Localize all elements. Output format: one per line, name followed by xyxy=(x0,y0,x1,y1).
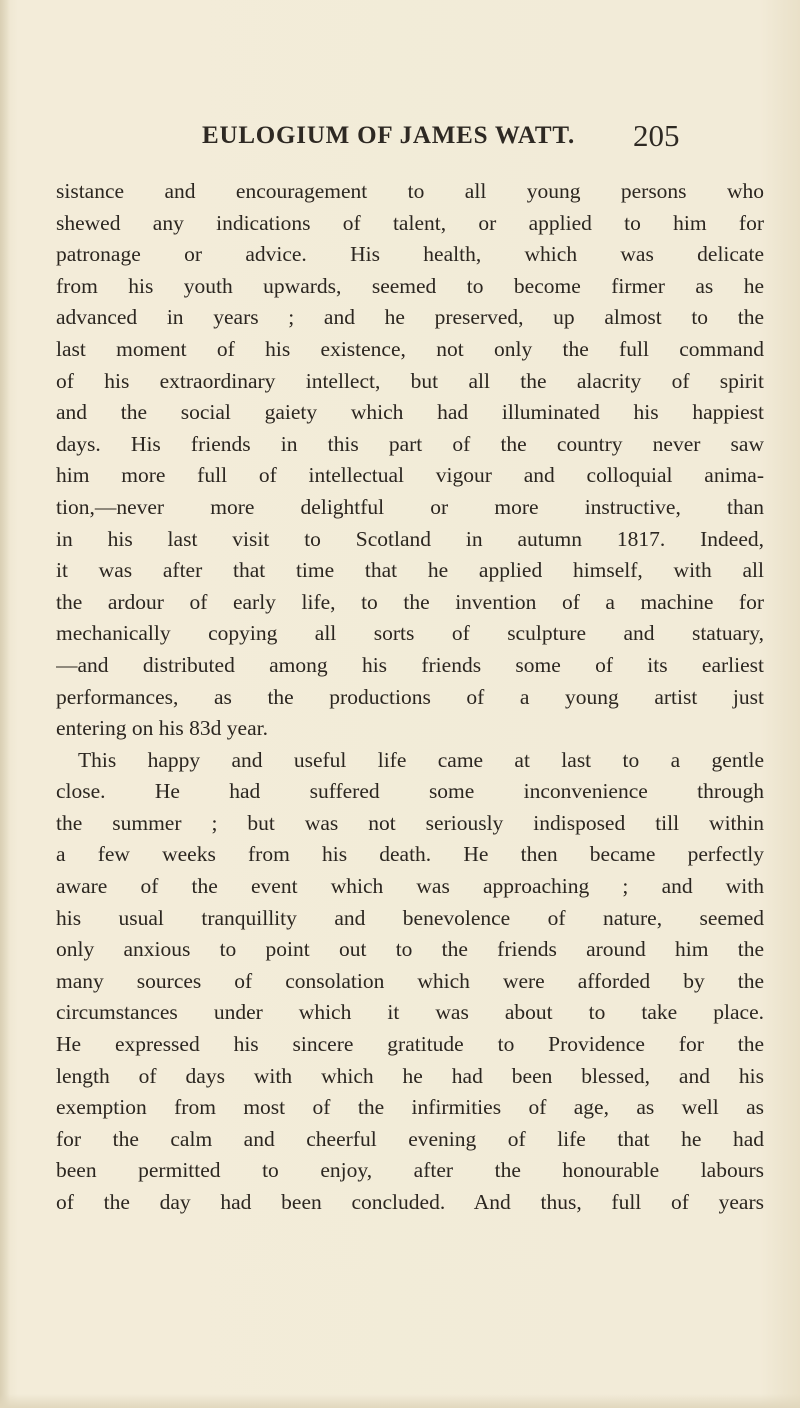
text-line: many sources of consolation which were afforded by the xyxy=(56,968,764,993)
text-line: length of days with which he had been blessed, and his xyxy=(56,1063,764,1088)
text-line: aware of the event which was approaching ; and with xyxy=(56,874,764,899)
text-line: sistance and encouragement to all young persons who xyxy=(56,179,764,203)
text-line: of his extraordinary intellect, but all the alacrity of spirit xyxy=(56,368,764,393)
text-line: him more full of intellectual vigour and colloquial anima- xyxy=(56,463,764,488)
text-line: his usual tranquillity and benevolence of nature, seemed xyxy=(56,905,764,930)
text-line: This happy and useful life came at last to a gentle xyxy=(78,747,764,772)
text-line: and the social gaiety which had illuminated his happiest xyxy=(56,400,764,425)
body-text xyxy=(56,176,776,1219)
text-line: patronage or advice. His health, which was delicate xyxy=(56,242,764,267)
text-line: only anxious to point out to the friends around him the xyxy=(56,937,764,962)
text-line: mechanically copying all sorts of sculpture and statuary, xyxy=(56,621,764,646)
text-line: advanced in years ; and he preserved, up almost to the xyxy=(56,305,764,330)
text-line: last moment of his existence, not only the full command xyxy=(56,336,764,361)
text-line: entering on his 83d year. xyxy=(56,716,268,741)
text-line: —and distributed among his friends some of its earliest xyxy=(56,652,764,677)
text-line: days. His friends in this part of the country never saw xyxy=(56,431,764,456)
text-line: from his youth upwards, seemed to become firmer as he xyxy=(56,273,764,298)
text-line: the summer ; but was not seriously indisposed till within xyxy=(56,810,764,835)
page-number: 205 xyxy=(633,118,680,153)
running-head: EULOGIUM OF JAMES WATT. xyxy=(202,122,576,149)
text-line: He expressed his sincere gratitude to Providence for the xyxy=(56,1032,764,1057)
page-bottom-edge xyxy=(0,1394,800,1408)
page-gutter-shadow xyxy=(0,0,10,1408)
text-line: of the day had been concluded. And thus, full of years xyxy=(56,1190,764,1214)
text-line: in his last visit to Scotland in autumn 1817. Indeed, xyxy=(56,526,764,551)
text-line: a few weeks from his death. He then became perfectly xyxy=(56,842,764,867)
text-line: exemption from most of the infirmities of age, as well as xyxy=(56,1095,764,1120)
text-line: circumstances under which it was about to take place. xyxy=(56,1000,764,1025)
text-line: been permitted to enjoy, after the honourable labours xyxy=(56,1158,764,1183)
text-line: for the calm and cheerful evening of life that he had xyxy=(56,1126,764,1151)
text-line: it was after that time that he applied himself, with all xyxy=(56,558,764,583)
text-line: close. He had suffered some inconvenience through xyxy=(56,779,764,804)
text-line: shewed any indications of talent, or applied to him for xyxy=(56,210,764,235)
text-line: performances, as the productions of a young artist just xyxy=(56,684,764,709)
text-line: tion,—never more delightful or more instructive, than xyxy=(56,494,764,519)
text-line: the ardour of early life, to the invention of a machine for xyxy=(56,589,764,614)
page-header xyxy=(0,118,800,158)
